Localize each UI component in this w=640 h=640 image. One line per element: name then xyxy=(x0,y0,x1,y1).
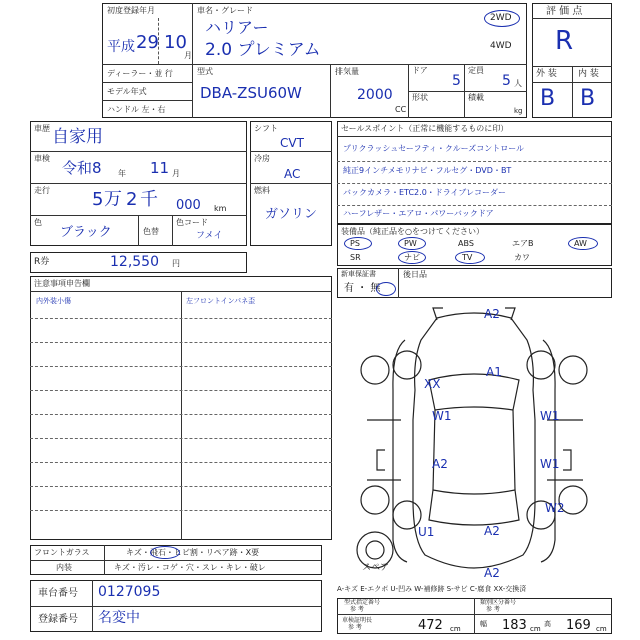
height-value: 169 xyxy=(566,618,591,633)
class-ref-label: 参 考 xyxy=(486,606,500,613)
class-spec-label: 類別区分番号 xyxy=(480,599,517,606)
sales-points-label: セールスポイント（正常に機能するものに印） xyxy=(341,124,509,133)
exterior-label: 外 装 xyxy=(536,69,557,79)
equip-navi: ナビ xyxy=(404,253,420,262)
mark-right-quarter: W2 xyxy=(545,501,565,515)
displacement-label: 排気量 xyxy=(335,67,359,76)
mileage-label: 走行 xyxy=(34,186,50,195)
interior-grade: B xyxy=(580,86,596,111)
inspection-era: 令和8 xyxy=(62,159,102,177)
equip-leather: カワ xyxy=(514,253,530,262)
fuel-value: ガソリン xyxy=(265,207,318,222)
chassis-value: 0127095 xyxy=(98,584,161,600)
shift-value: CVT xyxy=(280,136,304,150)
capacity-unit: 人 xyxy=(514,79,522,88)
mark-left-door-rear: A2 xyxy=(432,457,448,471)
length-value: 472 xyxy=(418,618,443,633)
glass-value: キズ・飛石・ヒビ割・リペア跡・X要 xyxy=(126,548,260,557)
cc-unit: CC xyxy=(395,105,407,114)
drive-4wd: 4WD xyxy=(490,41,512,51)
note-right: 左フロントインパネ歪 xyxy=(186,297,256,305)
equip-pw: PW xyxy=(404,239,417,248)
height-label: 高 xyxy=(544,620,551,628)
displacement: 2000 xyxy=(357,87,393,103)
kg-unit: kg xyxy=(514,107,523,115)
height-unit: cm xyxy=(596,625,607,633)
model-spec-label: 型式指定番号 xyxy=(344,599,381,606)
inspection-label: 車検 xyxy=(34,154,50,163)
usage-value: 自家用 xyxy=(52,127,103,147)
load-label: 積載 xyxy=(468,93,484,102)
color-change-label: 色替 xyxy=(143,227,159,236)
after-goods-label: 後日品 xyxy=(403,270,427,279)
damage-legend: A-キズ E-エクボ U-凹み W-補修跡 S-サビ C-腐食 XX-交換済 xyxy=(337,585,527,593)
model-ref-label: 参 考 xyxy=(350,606,364,613)
chassis-label: 車台番号 xyxy=(38,588,78,599)
sales-point-1: プリクラッシュセーフティ・クルーズコントロール xyxy=(343,144,525,153)
car-name-label: 車名・グレード xyxy=(197,6,253,15)
warranty-value: 有 ・ 無 xyxy=(344,283,381,294)
mileage-sen-unit: 千 xyxy=(140,189,158,210)
mark-hood: A1 xyxy=(486,365,502,379)
ac-value: AC xyxy=(284,167,301,181)
mark-left-fender: XX xyxy=(424,377,441,391)
reg-label: 登録番号 xyxy=(38,614,78,625)
color-label: 色 xyxy=(34,218,42,227)
grade: 2.0 プレミアム xyxy=(205,40,321,60)
equip-aw: AW xyxy=(574,239,587,248)
handle-label: ハンドル 左・右 xyxy=(107,105,166,114)
mark-trunk: A2 xyxy=(484,524,500,538)
drive-2wd: 2WD xyxy=(490,13,512,23)
glass-label: フロントガラス xyxy=(34,548,90,557)
capacity: 5 xyxy=(502,73,511,89)
ac-label: 冷房 xyxy=(254,154,270,163)
equip-sr: SR xyxy=(350,253,361,262)
mark-rear: A2 xyxy=(484,566,500,580)
doors: 5 xyxy=(452,73,461,89)
color-value: ブラック xyxy=(60,225,112,240)
length-label: 車検証明長 xyxy=(342,617,373,624)
equip-airbag: エアB xyxy=(512,239,534,248)
model-year-label: モデル年式 xyxy=(107,87,147,96)
inspection-month-unit: 月 xyxy=(172,169,180,178)
first-reg-month: 10 xyxy=(164,32,187,53)
equip-ps: PS xyxy=(350,239,360,248)
color-code-label: 色コード xyxy=(176,218,208,227)
equip-tv: TV xyxy=(462,253,473,262)
model-label: 型式 xyxy=(197,67,213,76)
equipment-label: 装備品（純正品を○をつけてください） xyxy=(341,227,484,236)
mileage-man: 5 xyxy=(92,189,104,210)
rating-label: 評 価 点 xyxy=(546,6,583,17)
sales-point-2: 純正9インチメモリナビ・フルセグ・DVD・BT xyxy=(343,166,512,175)
car-name: ハリアー xyxy=(205,18,269,37)
year-unit: 年 xyxy=(118,169,126,178)
spare-label: スペア xyxy=(362,563,390,573)
km-unit: km xyxy=(214,204,227,213)
first-reg-year: 29 xyxy=(136,32,159,53)
inspection-month: 11 xyxy=(150,159,170,177)
width-unit: cm xyxy=(530,625,541,633)
length-ref-label: 参 考 xyxy=(348,624,362,631)
model-code: DBA-ZSU60W xyxy=(200,84,302,102)
recycle-value: 12,550 xyxy=(110,254,159,270)
dealer-label: ディーラー・並 行 xyxy=(107,69,173,78)
recycle-unit: 円 xyxy=(172,259,180,268)
sales-point-3: バックカメラ・ETC2.0・ドライブレコーダー xyxy=(343,188,506,197)
shift-label: シフト xyxy=(254,124,278,133)
color-code-value: フメイ xyxy=(196,231,223,241)
interior-label: 内 装 xyxy=(578,69,599,79)
shape-label: 形状 xyxy=(412,93,428,102)
usage-label: 車歴 xyxy=(34,124,50,133)
mark-right-door-front: W1 xyxy=(540,409,560,423)
note-left: 内外装小傷 xyxy=(36,297,71,305)
capacity-label: 定員 xyxy=(468,66,484,75)
mark-right-door-rear: W1 xyxy=(540,457,560,471)
mileage-man-unit: 万 xyxy=(104,189,122,210)
interior-label: 内装 xyxy=(56,563,72,572)
month-unit: 月 xyxy=(184,51,192,60)
width-label: 幅 xyxy=(480,620,487,628)
sales-point-4: ハーフレザー・エアロ・パワーバックドア xyxy=(343,209,494,218)
width-value: 183 xyxy=(502,618,527,633)
warranty-label: 新車保証書 xyxy=(341,270,376,278)
equip-abs: ABS xyxy=(458,239,474,248)
notes-label: 注意事項申告欄 xyxy=(34,279,90,288)
length-unit: cm xyxy=(450,625,461,633)
door-label: ドア xyxy=(412,66,428,75)
fuel-label: 燃料 xyxy=(254,186,270,195)
mark-front: A2 xyxy=(484,307,500,321)
first-reg-era: 平成 xyxy=(107,39,135,55)
mileage-sen: 2 xyxy=(126,189,138,210)
mark-left-quarter: U1 xyxy=(418,525,435,539)
exterior-grade: B xyxy=(540,86,556,111)
mark-left-door-front: W1 xyxy=(432,409,452,423)
rating-score: R xyxy=(555,26,574,56)
first-reg-label: 初度登録年月 xyxy=(107,6,155,15)
car-damage-diagram xyxy=(337,300,612,585)
mileage-rest: 000 xyxy=(176,198,201,213)
interior-value: キズ・汚レ・コゲ・穴・スレ・キレ・破レ xyxy=(114,563,266,572)
recycle-label: R券 xyxy=(34,257,50,267)
reg-value: 名変中 xyxy=(98,610,140,626)
